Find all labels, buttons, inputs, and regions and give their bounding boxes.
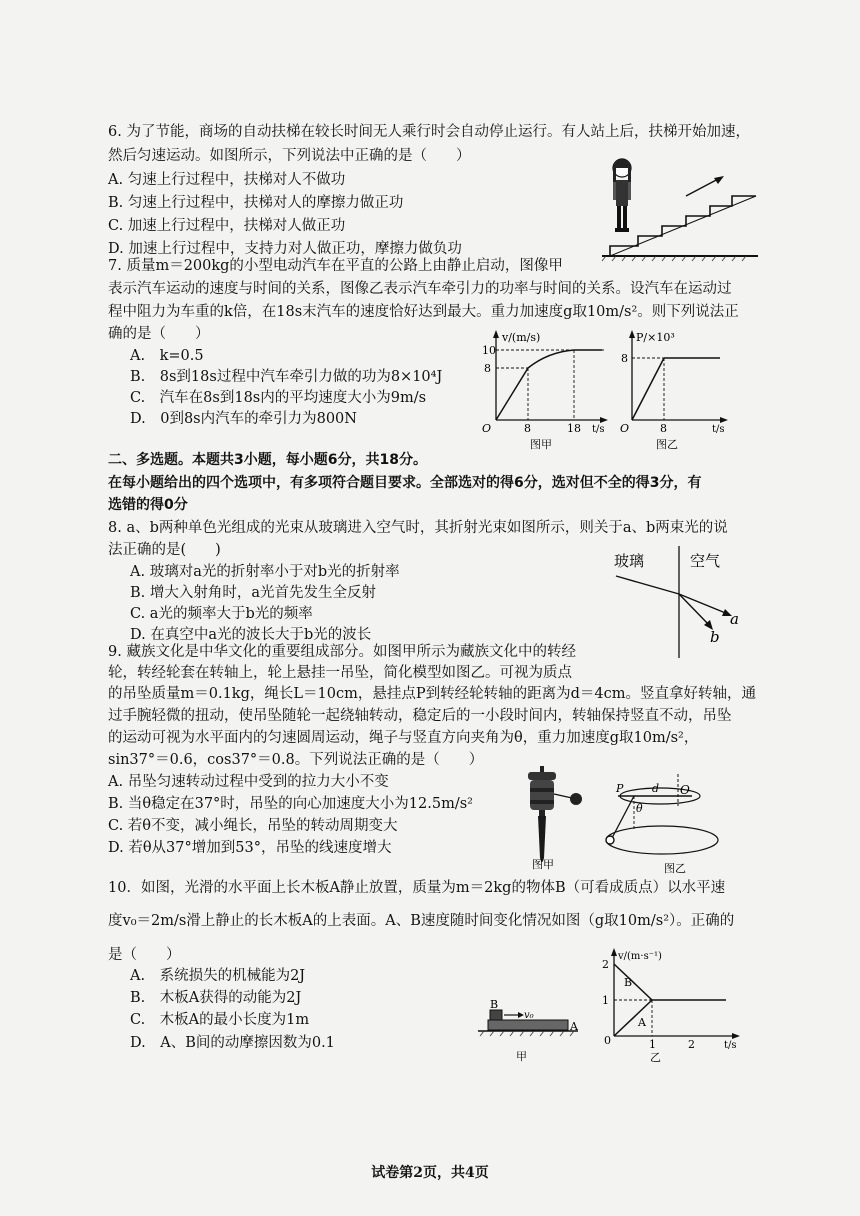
q7-stem-line: 表示汽车运动的速度与时间的关系，图像乙表示汽车牵引力的功率与时间的关系。设汽车在运动过	[108, 281, 732, 297]
q9-stem-line: sin37°＝0.6，cos37°＝0.8。下列说法正确的是（ ）	[108, 752, 484, 768]
q7-graph-a-xtick: 8	[524, 422, 531, 435]
q10-label-b-block: B	[490, 998, 499, 1011]
q9-label-theta: θ	[636, 802, 643, 815]
q7-option-d: D. 0到8s内汽车的牵引力为800N	[130, 411, 357, 427]
q9-option-b: B. 当θ稳定在37°时，吊坠的向心加速度大小为12.5m/s²	[108, 796, 473, 812]
q9-stem-line: 的吊坠质量m＝0.1kg，绳长L＝10cm，悬挂点P到转经轮转轴的距离为d＝4cm。竖直拿好转轴，通	[108, 686, 756, 702]
q7-graph-power	[618, 330, 738, 452]
q6-option-c: C. 加速上行过程中，扶梯对人做正功	[108, 218, 346, 234]
q6-option-b: B. 匀速上行过程中，扶梯对人的摩擦力做正功	[108, 195, 404, 211]
q10-option-b: B. 木板A获得的动能为2J	[130, 990, 302, 1006]
q6-option-d: D. 加速上行过程中，支持力对人做正功，摩擦力做负功	[108, 241, 462, 257]
q7-graph-a-ylabel: v/(m/s)	[502, 331, 541, 344]
q10-option-a: A. 系统损失的机械能为2J	[130, 968, 306, 984]
q8-option-b: B. 增大入射角时，a光首先发生全反射	[130, 585, 377, 601]
q7-graph-b-xlabel: t/s	[712, 424, 725, 435]
q8-option-c: C. a光的频率大于b光的频率	[130, 606, 313, 622]
ray-b-label: b	[710, 628, 720, 646]
q9-option-a: A. 吊坠匀速转动过程中受到的拉力大小不变	[108, 774, 389, 790]
q9-label-o: O	[680, 783, 690, 797]
q6-stem-line: 然后匀速运动。如图所示，下列说法中正确的是（ ）	[108, 148, 471, 164]
q9-stem-line: 过手腕轻微的扭动，使吊坠随轮一起绕轴转动，稳定后的一小段时间内，转轴保持竖直不动，吊坠	[108, 708, 732, 724]
q10-graph-ytick: 2	[602, 958, 609, 971]
q9-caption-b: 图乙	[664, 862, 686, 875]
q9-option-c: C. 若θ不变，减小绳长，吊坠的转动周期变大	[108, 818, 398, 834]
section-desc: 选错的得0分	[108, 497, 188, 513]
page-footer: 试卷第2页，共4页	[371, 1165, 489, 1181]
q7-graph-a-origin: O	[482, 422, 492, 435]
ray-a-label: a	[730, 610, 739, 628]
q9-label-p: P	[616, 782, 624, 795]
q10-velocity-graph	[600, 948, 760, 1064]
q10-graph-label-a: A	[638, 1016, 646, 1029]
q7-graph-velocity	[476, 330, 616, 452]
pendulum-model-figure	[598, 770, 728, 876]
q10-label-a-board: A	[570, 1020, 578, 1033]
q7-option-b: B. 8s到18s过程中汽车牵引力做的功为8×10⁴J	[130, 369, 443, 385]
board-block-figure	[474, 996, 584, 1068]
q10-label-v0: v₀	[524, 1010, 534, 1021]
q7-graph-b-ylabel: P/×10³	[636, 331, 675, 344]
refraction-figure	[604, 544, 754, 662]
q10-graph-label-b: B	[624, 976, 633, 989]
q10-option-d: D. A、B间的动摩擦因数为0.1	[130, 1035, 335, 1051]
q10-stem-line: 是（ ）	[108, 947, 181, 963]
escalator-figure	[600, 150, 760, 262]
q8-option-a: A. 玻璃对a光的折射率小于对b光的折射率	[130, 564, 400, 580]
q10-stem-line: 10．如图，光滑的水平面上长木板A静止放置，质量为m＝2kg的物体B（可看成质点）以水平速	[108, 880, 726, 896]
q7-graph-b-caption: 图乙	[656, 438, 678, 451]
q10-graph-xtick: 2	[688, 1038, 695, 1051]
q8-stem-line: 8. a、b两种单色光组成的光束从玻璃进入空气时，其折射光束如图所示，则关于a、b两束光的说	[108, 520, 728, 536]
q9-stem-line: 的运动可视为水平面内的匀速圆周运动，绳子与竖直方向夹角为θ，重力加速度g取10m/s²，	[108, 730, 699, 746]
q10-option-c: C. 木板A的最小长度为1m	[130, 1012, 310, 1028]
q7-graph-b-xtick: 8	[660, 422, 667, 435]
q10-graph-xlabel: t/s	[724, 1040, 737, 1051]
q6-stem-line: 6. 为了节能，商场的自动扶梯在较长时间无人乘行时会自动停止运行。有人站上后，扶梯开始加速，	[108, 124, 750, 140]
q10-graph-ylabel: v/(m·s⁻¹)	[618, 951, 662, 962]
q9-label-d: d	[652, 782, 660, 795]
q8-stem-line: 法正确的是( )	[108, 542, 221, 558]
q7-graph-a-ytick: 8	[484, 362, 491, 375]
q8-option-d: D. 在真空中a光的波长大于b光的波长	[130, 627, 372, 643]
q7-stem-line: 7. 质量m＝200kg的小型电动汽车在平直的公路上由静止启动，图像甲	[108, 258, 563, 274]
q7-graph-a-caption: 图甲	[530, 438, 552, 451]
q10-graph-caption: 乙	[650, 1051, 661, 1064]
q7-graph-a-ytick: 10	[482, 344, 496, 357]
q9-stem-line: 9. 藏族文化是中华文化的重要组成部分。如图甲所示为藏族文化中的转经	[108, 644, 576, 660]
glass-label: 玻璃	[614, 552, 645, 570]
q9-option-d: D. 若θ从37°增加到53°，吊坠的线速度增大	[108, 840, 392, 856]
q10-graph-xtick: 1	[649, 1038, 656, 1051]
prayer-wheel-figure	[508, 762, 608, 874]
q7-option-c: C. 汽车在8s到18s内的平均速度大小为9m/s	[130, 390, 427, 406]
q7-stem-line: 程中阻力为车重的k倍，在18s末汽车的速度恰好达到最大。重力加速度g取10m/s²。则下列说法正	[108, 304, 739, 320]
section-desc: 在每小题给出的四个选项中，有多项符合题目要求。全部选对的得6分，选对但不全的得3分，有	[108, 475, 702, 491]
q10-stem-line: 度v₀＝2m/s滑上静止的长木板A的上表面。A、B速度随时间变化情况如图（g取10m/s²）。正确的	[108, 913, 735, 929]
q6-option-a: A. 匀速上行过程中，扶梯对人不做功	[108, 172, 346, 188]
q10-graph-ytick: 1	[602, 994, 609, 1007]
q9-caption-a: 图甲	[532, 858, 554, 871]
q7-stem-line: 确的是（ ）	[108, 326, 210, 342]
q7-graph-b-origin: O	[620, 422, 630, 435]
q7-graph-a-xtick: 18	[567, 422, 581, 435]
q10-graph-origin: 0	[604, 1034, 611, 1047]
q7-option-a: A. k=0.5	[130, 348, 204, 364]
q9-stem-line: 轮，转经轮套在转轴上，轮上悬挂一吊坠，简化模型如图乙。可视为质点	[108, 665, 572, 681]
air-label: 空气	[690, 552, 721, 570]
q7-graph-b-ytick: 8	[621, 352, 628, 365]
section-title: 二、多选题。本题共3小题，每小题6分，共18分。	[108, 452, 427, 468]
q7-graph-a-xlabel: t/s	[592, 424, 605, 435]
q10-caption-a: 甲	[516, 1050, 527, 1063]
